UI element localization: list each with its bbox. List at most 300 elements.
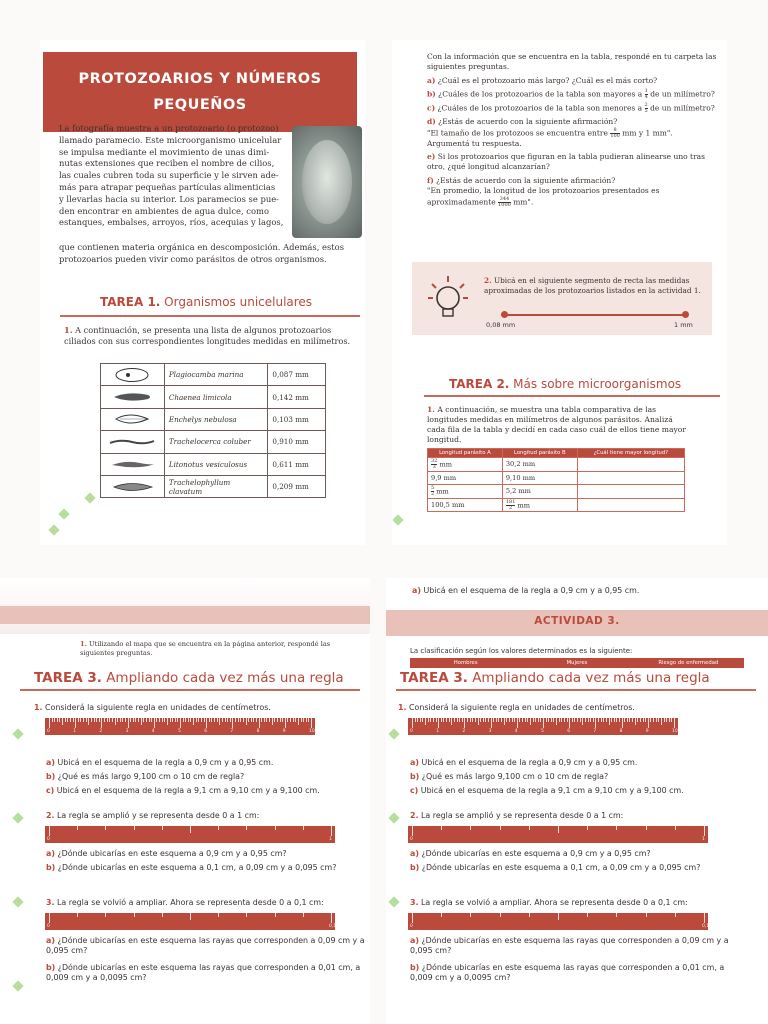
organism-image-cell [101,453,165,475]
organism-length: 0,910 mm [268,431,326,453]
tarea-3-heading [34,670,344,686]
ruler-tick [256,718,257,722]
ruler-label: 4 [151,729,155,734]
ruler-tick [590,718,591,722]
ruler-tick [77,913,78,917]
ruler-tick [624,718,625,722]
chaenea-icon [106,389,158,405]
organism-length: 0,142 mm [268,386,326,408]
question-text: Ubicá en el siguiente segmento de recta las medidas aproximadas de los protozoarios listados en la actividad 1. [484,276,701,295]
decorative-band [0,606,370,624]
tarea-3-q2 [46,811,259,821]
ruler-tick [104,718,105,722]
decorative-diamond [12,728,23,739]
ruler-tick [488,718,489,722]
decorative-diamond [12,980,23,991]
ruler-tick [167,718,168,725]
question-text: ¿Dónde ubicarías en este esquema las rayas que corresponden a 0,09 cm y a 0,095 cm? [46,936,365,955]
table-row [101,408,326,430]
ruler-label: 2 [99,729,103,734]
ruler-label: 0 [410,729,413,734]
tarea-3-q1a [46,758,273,768]
fraction-den: 3 [432,463,436,470]
tarea-2-heading [449,377,681,391]
ruler-tick [648,718,649,728]
ruler-tick [609,718,610,725]
ruler-tick [551,718,552,722]
ruler-tick [251,718,252,722]
question-f [427,176,719,208]
ruler-tick [567,718,568,722]
ruler-tick [287,718,288,722]
tarea-3-label: TAREA 3. [34,670,102,686]
question-text: La regla se volvió a ampliar. Ahora se representa desde 0 a 0,1 cm: [418,898,688,907]
segment-start-label: 0,08 mm [486,321,516,329]
ruler-tick [125,718,126,722]
ruler-tick [412,826,413,836]
ruler-tick [86,718,87,722]
tarea-1-question [64,325,360,347]
organism-name: Litonotus vesiculosus [164,453,268,475]
ruler-tick [83,718,84,722]
ruler-label: 0 [410,837,413,842]
ruler-label: 9 [282,729,286,734]
page-tarea-3-right [386,578,768,1024]
ruler-tick [529,826,530,830]
ruler-tick [412,913,413,923]
ruler-label: 9 [645,729,649,734]
ruler-tick [227,718,228,722]
ruler-label: 1 [702,837,705,842]
ruler-tick [585,718,586,722]
question-text: ¿Qué es más largo 9,100 cm o 10 cm de regla? [419,772,609,781]
ruler-0-1-cm[interactable] [45,826,335,843]
ruler-label: 3 [488,729,492,734]
ruler-tick [143,718,144,722]
fraction-num: 1 [644,88,648,95]
ruler-tick [282,718,283,722]
ruler-tick [470,913,471,917]
ruler-tick [246,826,247,830]
question-text: ¿Dónde ubicarías en este esquema a 0,1 cm, a 0,09 cm y a 0,095 cm? [55,863,337,872]
ruler-tick [603,718,604,722]
tarea-3-title: Ampliando cada vez más una regla [101,670,344,686]
question-text: Considerá la siguiente regla en unidades de centímetros. [406,703,635,712]
column-header: Riesgo de enfermedad [658,660,719,666]
ruler-tick [259,718,260,728]
answer-cell[interactable] [577,485,684,499]
ruler-tick [558,913,559,920]
organism-image-cell [101,386,165,408]
ruler-tick [614,718,615,722]
ruler-tick [162,913,163,917]
ruler-tick [425,718,426,725]
litonotus-icon [106,456,158,472]
ruler-tick [412,718,413,728]
answer-cell[interactable] [577,458,684,472]
table-row [428,498,685,512]
ruler-0-10-cm[interactable] [408,718,678,735]
parasite-a-cell: 9,9 mm [428,471,503,485]
tarea-3-q3a [410,936,740,956]
fraction-num: 32 [431,457,438,464]
ruler-tick [172,718,173,722]
question-text: ¿Dónde ubicarías en este esquema a 0,9 cm y a 0,95 cm? [418,849,651,858]
fraction-den: 2 [431,490,435,497]
question-letter: b) [410,863,420,872]
intro-line: que contienen materia orgánica en descomposición. Además, estos [59,242,345,252]
decorative-diamond [48,524,59,535]
decorative-diamond [84,492,95,503]
ruler-tick [133,718,134,722]
ruler-tick [91,718,92,722]
tarea-3-q2 [410,811,623,821]
ruler-tick [225,718,226,722]
fraction-num: 344 [499,195,510,202]
ruler-tick [204,718,205,722]
fraction-num: 8 [613,126,617,133]
tarea-3-q3a [46,936,366,956]
question-text: Ubicá en el esquema de la regla a 0,9 cm y a 0,95 cm. [420,586,640,595]
lightbulb-icon [428,274,468,326]
top-question [412,586,639,596]
ruler-tick [196,718,197,722]
map-question [80,640,340,658]
fraction-den: 2 [506,505,516,511]
question-text: La regla se volvió a ampliar. Ahora se representa desde 0 a 0,1 cm: [54,898,324,907]
organism-name: Enchelys nebulosa [164,408,268,430]
ruler-tick [546,718,547,722]
ruler-tick [645,718,646,722]
page-protozoarios [40,40,365,545]
ruler-tick [193,718,194,725]
tarea-2-title: Más sobre microorganismos [509,377,682,391]
ruler-tick [598,718,599,722]
ruler-tick [94,718,95,722]
intro-line: La fotografía muestra a un protozoario (o protozoo) [59,123,279,133]
ruler-tick [218,913,219,917]
ruler-tick [619,718,620,722]
ruler-tick [266,718,267,722]
classification-table-header [410,658,744,668]
ruler-tick [593,718,594,722]
ruler-label: 3 [125,729,129,734]
fraction-den: 5 [644,108,648,115]
organism-image-cell [101,408,165,430]
question-text: ¿Dónde ubicarías en este esquema las rayas que corresponden a 0,01 cm, a 0,009 cm y a 0,0095 cm? [46,963,361,982]
answer-cell[interactable] [577,498,684,512]
question-letter: a) [46,849,55,858]
ruler-tick [422,718,423,722]
ruler-tick [214,718,215,722]
ruler-tick [661,718,662,725]
ruler-tick [637,718,638,722]
ruler-tick [464,718,465,728]
heading-underline [396,689,756,691]
tarea-3-q1c [410,786,684,796]
ruler-tick [428,718,429,722]
ruler-tick [230,718,231,722]
intro-line: nutas extensiones que reciben el nombre de cilios, [59,158,275,169]
question-text: de un milímetro? [647,103,715,113]
organism-name: Trachelophyllum clavatum [164,475,268,497]
question-e [427,152,719,173]
parasite-comparison-table [427,448,685,512]
fraction-num: 181 [505,498,516,505]
ruler-tick [616,913,617,917]
ruler-tick [462,718,463,722]
tarea-2-question [427,405,689,445]
ruler-tick [653,718,654,722]
ruler-tick [500,913,501,917]
ruler-tick [675,913,676,917]
ruler-tick [454,718,455,722]
activity-2-text [484,276,704,296]
fraction [610,128,620,139]
fraction-den: 100 [610,132,620,139]
fraction-den: 1000 [498,201,511,208]
intro-line: protozoarios pueden vivir como parásitos de otros organismos. [59,253,327,264]
ruler-tick [190,913,191,920]
question-letter: a) [412,586,421,595]
ruler-tick [577,718,578,722]
question-letter: c) [410,786,419,795]
ruler-tick [646,913,647,917]
answer-cell[interactable] [577,471,684,485]
table-row [428,471,685,485]
ruler-tick [175,718,176,722]
ruler-tick [159,718,160,722]
ruler-tick [433,718,434,722]
question-number: 1. [80,640,87,648]
ruler-tick [674,718,675,728]
ruler-tick [253,718,254,722]
ruler-tick [246,718,247,725]
question-letter: a) [410,849,419,858]
ruler-tick [198,718,199,722]
ruler-label: 10 [672,729,678,734]
ruler-tick [211,718,212,722]
ruler-tick [75,718,76,728]
questions-list [427,52,719,208]
question-text: ¿Estás de acuerdo con la siguiente afirmación? [433,175,616,185]
ruler-0-1-cm[interactable] [408,826,708,843]
ruler-tick [146,718,147,722]
ruler-tick [180,718,181,728]
question-text: Argumentá tu respuesta. [427,138,522,148]
number-line-segment[interactable] [504,314,686,316]
organism-name: Trachelocerca coluber [164,431,268,453]
tarea-3-label: TAREA 3. [400,670,468,686]
ruler-0-0.1-cm[interactable] [408,913,708,930]
question-number: 1. [398,703,407,712]
table-row [101,431,326,453]
question-text: Ubicá en el esquema de la regla a 9,1 cm a 9,10 cm y a 9,100 cm. [54,786,320,795]
ruler-tick [303,913,304,917]
protozoa-table [100,363,326,498]
ruler-tick [457,718,458,722]
ruler-tick [235,718,236,722]
ruler-tick [149,718,150,722]
ruler-tick [222,718,223,722]
fraction-den: 4 [644,94,648,101]
ruler-tick [504,718,505,725]
ruler-tick [574,718,575,722]
question-text: de un milímetro? [647,89,715,99]
question-number: 1. [34,703,43,712]
question-text: Si los protozoarios que figuran en la tabla pudieran alinearse uno tras otro, ¿qué longitud alcanzarían? [427,152,705,172]
ruler-tick [107,718,108,722]
table-row [428,485,685,499]
ruler-label: 8 [256,729,260,734]
ruler-tick [117,718,118,722]
ruler-tick [438,718,439,728]
ruler-tick [564,718,565,722]
ruler-tick [49,826,50,836]
tarea-3-q2b [46,863,366,873]
ruler-label: 5 [541,729,544,734]
ruler-tick [496,718,497,722]
question-number: 1. [427,405,435,414]
ruler-label: 2 [462,729,466,734]
tarea-3-q2a [46,849,287,859]
activity-3-title: ACTIVIDAD 3. [534,615,620,627]
intro-line: llamado paramecio. Este microorganismo unicelular [59,134,282,145]
ruler-tick [519,718,520,722]
decorative-diamond [388,812,399,823]
ruler-tick [632,718,633,722]
ruler-tick [671,718,672,722]
ruler-tick [331,826,332,836]
segment-end-label: 1 mm [674,321,693,329]
ruler-tick [522,718,523,722]
ruler-tick [559,718,560,722]
ruler-tick [538,718,539,722]
ruler-tick [248,718,249,722]
page-tarea-3-left [0,578,370,1024]
ruler-tick [295,718,296,722]
ruler-tick [308,718,309,722]
ruler-tick [112,718,113,722]
ruler-0-0.1-cm[interactable] [45,913,335,930]
question-text: "En promedio, la longitud de los protozoarios presentados es aproximadamente [427,186,660,207]
ruler-tick [500,826,501,830]
ruler-tick [517,718,518,728]
ruler-tick [162,718,163,722]
ruler-tick [135,718,136,722]
intro-line: y llevarlas hacia su interior. Los paramecios se pue- [59,193,279,204]
parasite-a-cell [428,458,503,472]
question-letter: e) [427,152,436,162]
ruler-tick [530,718,531,725]
ruler-tick [556,718,557,725]
ruler-label: 0,1 [329,924,337,929]
ruler-0-10-cm[interactable] [45,718,315,735]
ruler-tick [306,718,307,722]
ruler-tick [493,718,494,722]
ruler-tick [441,913,442,917]
ruler-tick [582,718,583,725]
column-header: Hombres [453,660,478,666]
question-letter: a) [427,75,436,85]
table-row [101,364,326,386]
ruler-tick [49,913,50,923]
ruler-tick [99,718,100,722]
intro-paragraph [59,123,289,229]
ruler-tick [164,718,165,722]
unit: mm [437,460,452,469]
ruler-tick [105,913,106,917]
question-text: ¿Dónde ubicarías en este esquema las rayas que corresponden a 0,09 cm y a 0,095 cm? [410,936,729,955]
ruler-tick [430,718,431,722]
ruler-tick [269,718,270,722]
ruler-tick [441,826,442,830]
intro-line: estanques, embalses, arroyos, ríos, acequias y lagos, [59,217,284,228]
ruler-tick [298,718,299,725]
organism-image-cell [101,431,165,453]
ruler-tick [67,718,68,722]
parasite-b-cell: 5,2 mm [502,485,577,499]
ruler-tick [120,718,121,722]
question-text: Considerá la siguiente regla en unidades de centímetros. [42,703,271,712]
ruler-tick [78,718,79,722]
activity-3-intro: La clasificación según los valores determinados es la siguiente: [410,647,633,655]
ruler-label: 7 [230,729,234,734]
ruler-tick [101,718,102,728]
ruler-tick [185,718,186,722]
question-number: 1. [64,325,73,335]
ruler-tick [154,718,155,728]
question-text: Utilizando el mapa que se encuentra en la página anterior, respondé las siguientes preguntas. [80,640,331,657]
ruler-tick [170,718,171,722]
intro-paragraph-end [59,242,359,266]
ruler-tick [206,718,207,728]
question-b [427,89,719,100]
ruler-tick [209,718,210,722]
ruler-tick [96,718,97,722]
ruler-tick [533,718,534,722]
ruler-label: 1 [73,729,77,734]
decorative-diamond [388,728,399,739]
ruler-tick [436,718,437,722]
tarea-1-title: Organismos unicelulares [160,295,313,309]
ruler-tick [512,718,513,722]
ruler-tick [561,718,562,722]
ruler-tick [572,718,573,722]
ruler-tick [301,718,302,722]
question-text: ¿Estás de acuerdo con la siguiente afirmación? [435,117,618,127]
segment-end-point [682,311,689,318]
ruler-tick [446,718,447,722]
question-letter: b) [46,963,56,972]
ruler-label: 4 [514,729,518,734]
ruler-tick [669,718,670,722]
ruler-tick [443,718,444,722]
tarea-3-q1 [34,703,271,713]
ruler-tick [65,718,66,722]
question-letter: c) [46,786,55,795]
ruler-label: 0 [47,924,50,929]
tarea-3-q1c [46,786,320,796]
ruler-tick [77,826,78,830]
paramecium-cell-image [302,140,352,224]
ruler-tick [217,718,218,722]
question-text: mm". [510,197,534,207]
parasite-a-cell: 100,5 mm [428,498,503,512]
question-letter: b) [46,863,56,872]
ruler-tick [141,718,142,725]
ruler-tick [485,718,486,722]
